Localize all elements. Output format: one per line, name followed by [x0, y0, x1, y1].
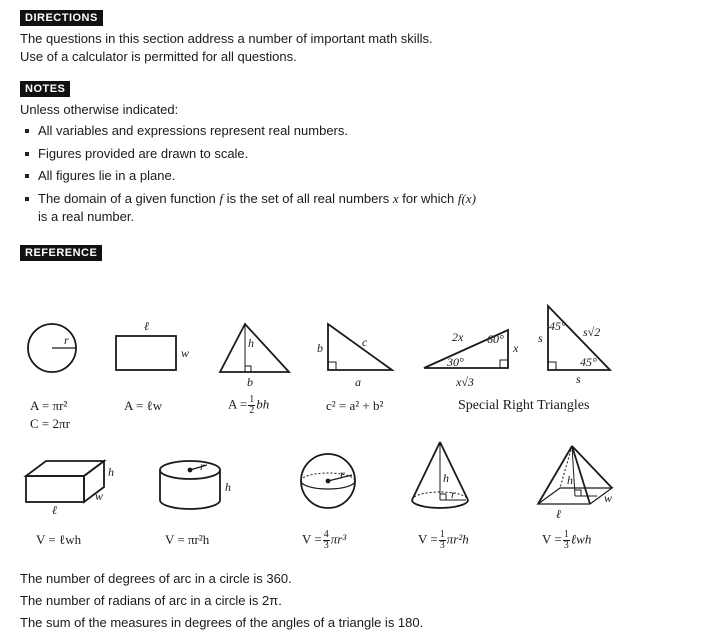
cylinder-label-h: h — [225, 480, 231, 494]
fact-radians: The number of radians of arc in a circle is 2π. — [20, 593, 282, 608]
box-label-h: h — [108, 465, 114, 479]
cylinder-volume-formula: V = πr²h — [165, 532, 210, 547]
triangle-label-b: b — [247, 375, 253, 389]
circle-label-r: r — [64, 333, 69, 347]
rectangle-label-w: w — [181, 346, 190, 360]
fact-degrees: The number of degrees of arc in a circle is 360. — [20, 571, 292, 586]
box-label-w: w — [95, 489, 104, 503]
notes-intro: Unless otherwise indicated: — [20, 102, 179, 117]
special-label-s-left: s — [538, 331, 543, 345]
cylinder-label-r: r — [200, 459, 205, 473]
cone-volume-formula: V = $\frac{1}{3}$ πr²h — [418, 529, 469, 551]
pyramid-label-h: h — [567, 473, 573, 487]
notes-bullet-3: All figures lie in a plane. — [38, 167, 175, 185]
triangle-area-formula: A = $\frac{1}{2}$ bh — [228, 394, 270, 416]
special-label-s-root2: s√2 — [583, 325, 601, 339]
right-triangle-label-c: c — [362, 335, 368, 349]
triangle-figure — [220, 324, 289, 372]
right-triangle-label-a: a — [355, 375, 361, 389]
notes-bullet-2: Figures provided are drawn to scale. — [38, 145, 248, 163]
pyramid-label-l: ℓ — [556, 507, 561, 521]
box-figure — [26, 461, 104, 502]
circle-circumference-formula: C = 2πr — [30, 416, 70, 431]
rectangle-label-l: ℓ — [144, 319, 149, 333]
sphere-volume-formula: V = $\frac{4}{3}$ πr³ — [302, 529, 347, 551]
sphere-label-r: r — [340, 467, 345, 481]
fact-triangle-sum: The sum of the measures in degrees of the angles of a triangle is 180. — [20, 615, 424, 630]
cone-figure — [412, 442, 468, 508]
circle-figure — [28, 324, 76, 372]
cylinder-figure — [160, 461, 220, 509]
triangle-45-45-90-figure — [548, 306, 610, 370]
sphere-figure — [301, 454, 355, 508]
cone-label-h: h — [443, 471, 449, 485]
special-label-60: 60° — [487, 332, 504, 346]
directions-line-2: Use of a calculator is permitted for all questions. — [20, 49, 297, 64]
notes-tag: NOTES — [20, 81, 70, 97]
notes-bullet-1: All variables and expressions represent real numbers. — [38, 122, 348, 140]
special-label-x-root3: x√3 — [456, 375, 474, 389]
pyramid-volume-formula: V = $\frac{1}{3}$ ℓwh — [542, 529, 592, 551]
special-label-s-bottom: s — [576, 372, 581, 386]
special-label-30: 30° — [447, 355, 464, 369]
directions-tag: DIRECTIONS — [20, 10, 103, 26]
circle-area-formula: A = πr² — [30, 398, 68, 413]
special-label-2x: 2x — [452, 330, 464, 344]
right-triangle-label-b: b — [317, 341, 323, 355]
box-label-l: ℓ — [52, 503, 57, 517]
rectangle-figure — [116, 336, 176, 370]
special-right-triangles-caption: Special Right Triangles — [458, 398, 590, 413]
notes-bullet-4: The domain of a given function f is the set of all real numbers x for which f(x) — [38, 190, 476, 208]
pyramid-label-w: w — [604, 491, 613, 505]
rectangle-area-formula: A = ℓw — [124, 398, 163, 413]
notes-bullet-4-line-2: is a real number. — [38, 209, 135, 224]
special-label-45-top: 45° — [549, 319, 566, 333]
special-label-x: x — [513, 341, 519, 355]
right-triangle-figure — [328, 324, 392, 370]
pyramid-figure — [538, 446, 612, 504]
triangle-label-h: h — [248, 336, 254, 350]
pythagorean-formula: c² = a² + b² — [326, 398, 384, 413]
cone-label-r: r — [451, 487, 456, 501]
reference-tag: REFERENCE — [20, 245, 102, 261]
box-volume-formula: V = ℓwh — [36, 532, 82, 547]
directions-line-1: The questions in this section address a number of important math skills. — [20, 31, 433, 46]
special-label-45-right: 45° — [580, 355, 597, 369]
